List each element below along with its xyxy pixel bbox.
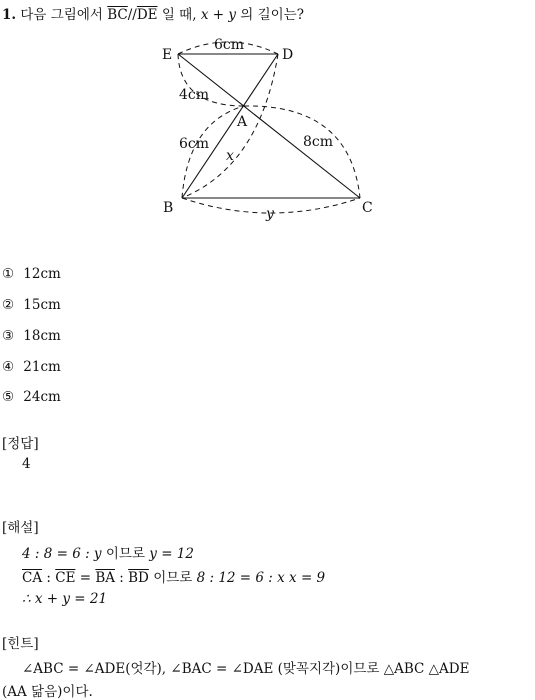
segment-de: $\overline{DE}$ [136, 7, 158, 23]
explanation-line-2 [22, 566, 325, 586]
point-d-label: D [282, 47, 294, 63]
length-ea-label: 4cm [179, 87, 210, 103]
choice-5-text: 24cm [23, 389, 61, 405]
choice-3-text: 18cm [23, 328, 61, 344]
length-y-label: y [266, 206, 274, 222]
choice-1-marker: ① [2, 266, 15, 282]
ratio-colon-1: : [42, 570, 56, 586]
length-x-label: x [226, 148, 234, 164]
length-ac-label: 8cm [303, 134, 334, 150]
choice-3[interactable] [2, 328, 61, 344]
question-number: 1. [2, 7, 17, 23]
hint-line-1: ∠ABC = ∠ADE(엇각), ∠BAC = ∠DAE (맞꼭지각)이므로 △ABC △ADE [22, 661, 470, 677]
segment-bd: $\overline{BD}$ [128, 570, 149, 586]
explanation-line-1-eq: 4 : 8 = 6 : y [22, 546, 102, 562]
segment-ce: $\overline{CE}$ [55, 570, 76, 586]
point-e-label: E [162, 47, 173, 63]
segment-ca: $\overline{CA}$ [22, 570, 43, 586]
choice-1[interactable] [2, 266, 61, 282]
explanation-line-1-result: y = 12 [149, 546, 194, 562]
question-text-before: 다음 그림에서 [20, 7, 103, 23]
segment-db-line [182, 54, 278, 198]
parallel-symbol: // [127, 7, 137, 23]
question-line [2, 3, 304, 23]
explanation-line-2-result: x = 9 [289, 570, 326, 586]
question-text-mid: 일 때, [161, 7, 197, 23]
explanation-line-2-mid: 이므로 [153, 570, 193, 586]
choice-2-marker: ② [2, 297, 15, 313]
length-ed-label: 6cm [214, 37, 245, 53]
explanation-line-1-mid: 이므로 [105, 546, 145, 562]
answer-value: 4 [22, 456, 31, 472]
point-a-label: A [237, 114, 248, 130]
point-c-label: C [362, 200, 373, 216]
question-expression: x + y [200, 7, 236, 23]
question-text-after: 의 길이는? [240, 7, 304, 23]
point-b-label: B [163, 200, 174, 216]
choice-3-marker: ③ [2, 328, 15, 344]
hint-line-2: (AA 닮음)이다. [2, 684, 93, 700]
choice-4-marker: ④ [2, 359, 15, 375]
choice-4-text: 21cm [23, 359, 61, 375]
explanation-line-1 [22, 542, 194, 562]
answer-heading: [정답] [2, 436, 39, 452]
choice-2[interactable] [2, 297, 61, 313]
geometry-figure [160, 34, 380, 224]
choice-5[interactable] [2, 389, 61, 405]
ratio-colon-2: : [115, 570, 129, 586]
segment-ba: $\overline{BA}$ [95, 570, 115, 586]
choice-5-marker: ⑤ [2, 389, 15, 405]
explanation-line-2-ratio: 8 : 12 = 6 : x [196, 570, 285, 586]
hint-heading: [힌트] [2, 636, 39, 652]
segment-bc: $\overline{BC}$ [107, 7, 128, 23]
segment-ec-line [178, 54, 360, 198]
choice-1-text: 12cm [23, 266, 61, 282]
ratio-equals: = [75, 570, 96, 586]
explanation-line-3: ∴ x + y = 21 [22, 591, 108, 607]
choice-4[interactable] [2, 359, 61, 375]
choice-2-text: 15cm [23, 297, 61, 313]
explanation-heading: [해설] [2, 520, 39, 536]
length-ab-label: 6cm [179, 136, 210, 152]
